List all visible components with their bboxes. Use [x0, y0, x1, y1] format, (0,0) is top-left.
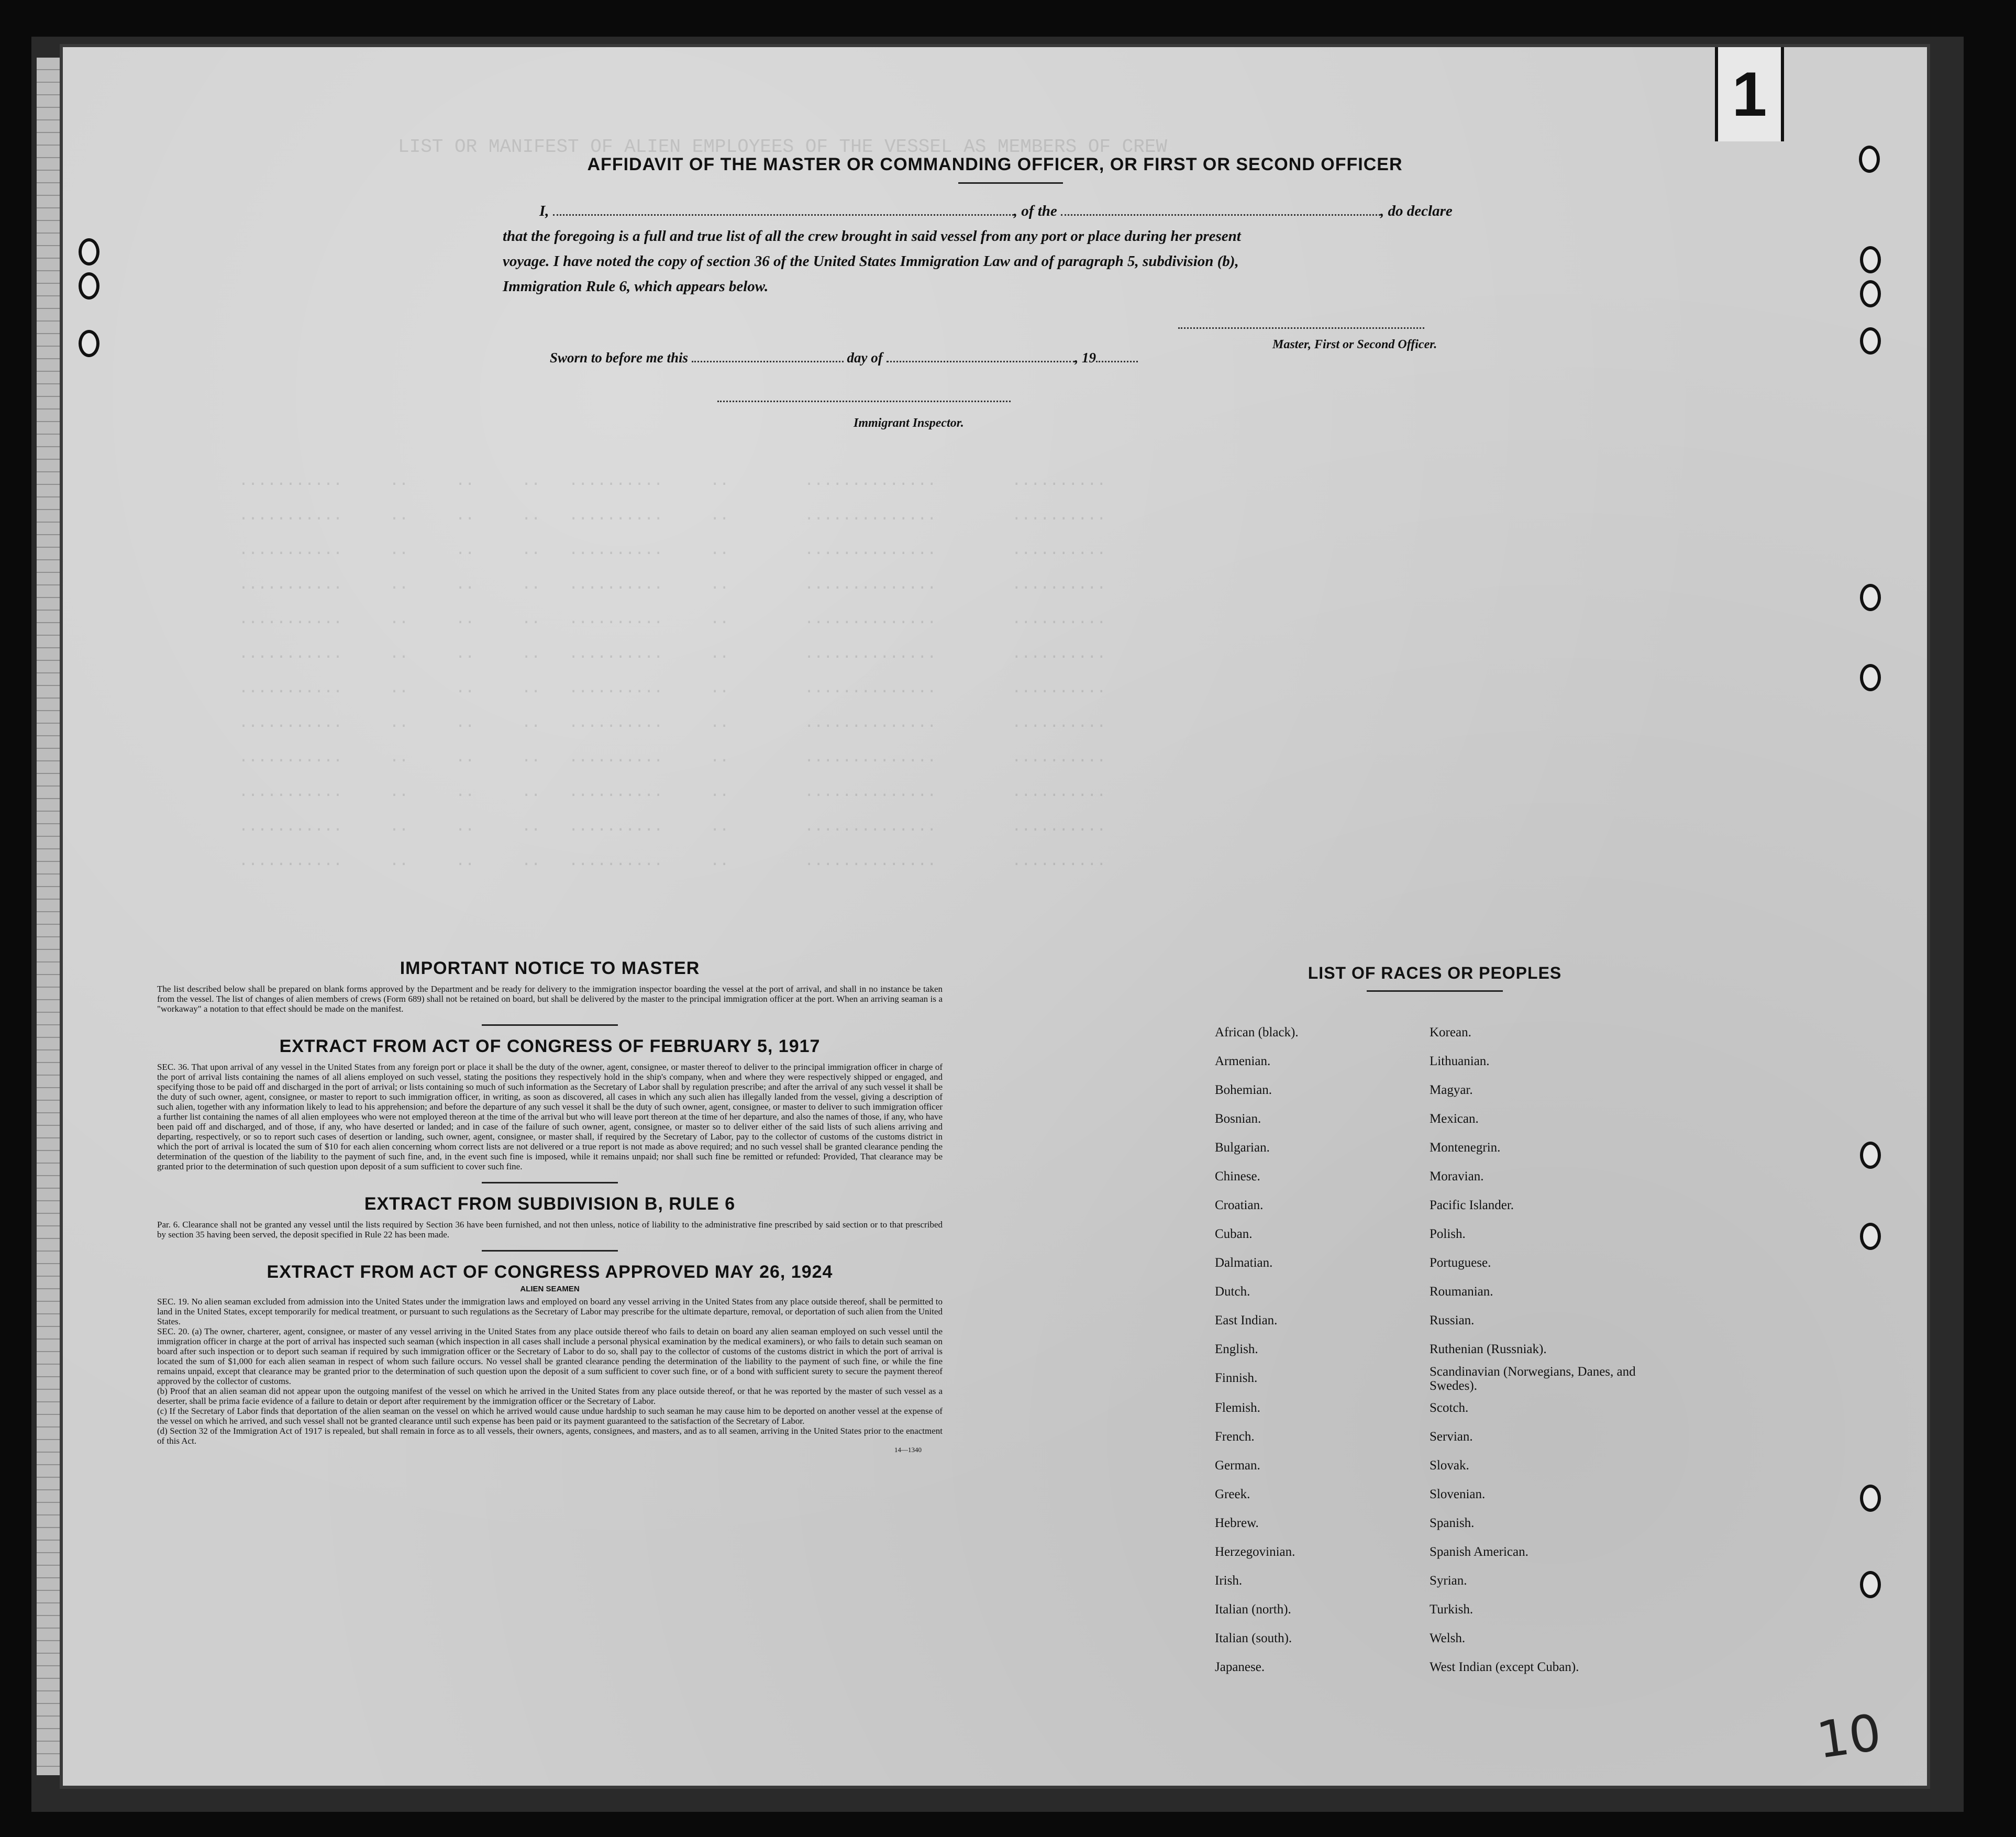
race-item: German. — [1215, 1458, 1260, 1473]
race-item: Bohemian. — [1215, 1083, 1272, 1097]
race-item: Flemish. — [1215, 1401, 1260, 1415]
race-item: Spanish American. — [1430, 1545, 1528, 1559]
sec-20d-text: (d) Section 32 of the Immigration Act of 1917 is repealed, but shall remain in force as to all vessels, their owners, agents, consignees, and masters, and as to all seamen, arriving in the United States prior to the enactment of this Act. — [157, 1426, 943, 1446]
inspector-label: Immigrant Inspector. — [854, 416, 964, 430]
sworn-day-blank — [692, 349, 844, 362]
race-item: Polish. — [1430, 1227, 1466, 1241]
race-item: Ruthenian (Russniak). — [1430, 1342, 1547, 1356]
race-item: Scandinavian (Norwegians, Danes, and Swedes). — [1430, 1365, 1636, 1393]
race-item: Korean. — [1430, 1025, 1471, 1039]
binder-hole — [1860, 280, 1881, 307]
race-item: West Indian (except Cuban). — [1430, 1660, 1579, 1674]
race-item: Italian (south). — [1215, 1631, 1292, 1645]
races-list-section — [1215, 964, 1655, 1681]
sworn-line — [550, 349, 1138, 366]
vessel-name-blank — [1061, 203, 1380, 216]
race-item: Italian (north). — [1215, 1602, 1291, 1617]
race-item: Montenegrin. — [1430, 1141, 1501, 1155]
race-item: Hebrew. — [1215, 1516, 1259, 1530]
race-item: Scotch. — [1430, 1401, 1469, 1415]
binder-hole — [79, 238, 99, 265]
binder-hole — [1860, 1485, 1881, 1512]
binder-hole — [79, 272, 99, 300]
declaration-line — [503, 198, 1519, 224]
race-item: Finnish. — [1215, 1371, 1258, 1385]
race-item: Slovak. — [1430, 1458, 1469, 1473]
race-item: Cuban. — [1215, 1227, 1253, 1241]
affidavit-section — [503, 154, 1519, 299]
divider — [482, 1024, 618, 1026]
sec-20b-text: (b) Proof that an alien seaman did not appear upon the outgoing manifest of the vessel on which he arrived in the United States from any place outside thereof, or that he was reported by the master of such vessel as a deserter, shall be prima facie evidence of a failure to detain or deport after requirement by the immigration officer or the Secretary of Labor. — [157, 1386, 943, 1406]
race-item: Herzegovinian. — [1215, 1545, 1295, 1559]
alien-seamen-subtitle: ALIEN SEAMEN — [520, 1285, 580, 1293]
race-item: Chinese. — [1215, 1169, 1260, 1183]
sec-20c-text: (c) If the Secretary of Labor finds that deportation of the alien seaman on the vessel on which he arrived would cause undue hardship to such seaman he may cause him to be deported on another vessel at the expense of the vessel on which he arrived, and such vessel shall not be granted clearance until such expense has been paid or its payment guaranteed to the satisfaction of the Secretary of Labor. — [157, 1406, 943, 1426]
master-label: Master, First or Second Officer. — [1272, 338, 1437, 351]
declaration-text-line: voyage. I have noted the copy of section 36 of the United States Immigration Law and of paragraph 5, subdivision (b), — [503, 253, 1239, 270]
divider — [958, 182, 1063, 184]
year-label: , 19 — [1075, 350, 1096, 366]
race-item: Bosnian. — [1215, 1112, 1261, 1126]
binder-hole — [1860, 1223, 1881, 1250]
notice-title: IMPORTANT NOTICE TO MASTER — [400, 958, 700, 978]
race-item: Roumanian. — [1430, 1285, 1493, 1299]
sworn-year-blank — [1096, 349, 1138, 362]
sworn-month-blank — [887, 349, 1075, 362]
race-item: Croatian. — [1215, 1198, 1264, 1212]
do-declare-label: , do declare — [1380, 203, 1453, 219]
of-the-label: , of the — [1013, 203, 1057, 219]
inspector-signature-blank — [717, 401, 1011, 402]
notice-body: The list described below shall be prepared on blank forms approved by the Department and be ready for delivery to the immigration inspector boarding the vessel at the port of arrival, and shall in no instance be taken from the vessel. The list of changes of alien members of crews (Form 689) shall not be retained on board, but shall be delivered by the master to the principal immigration officer at the port. When an arriving seaman is a "workaway" a notation to that effect should be made on the manifest. — [157, 984, 943, 1014]
race-item: Servian. — [1430, 1430, 1473, 1444]
extract-1924-title: EXTRACT FROM ACT OF CONGRESS APPROVED MAY 26, 1924 — [267, 1262, 833, 1282]
races-grid — [1215, 1018, 1655, 1681]
race-item: Dalmatian. — [1215, 1256, 1273, 1270]
bleed-through-rows: ........... .. .. .. .......... .. .............. .......... ........... .. .. .. .......... .. .............. .......... ........... .. .. .. .......... .. .............. .......... ........... .. .. .. .......... .. .............. .......... ........... .. .. .. .......... .. .............. .......... ........... .. .. .. .......... .. .............. .......... ........... .. .. .. .......... .. .............. .......... ........... .. .. .. .......... .. .............. .......... ........... .. .. .. .......... .. .............. .......... ........... .. .. .. .......... .. .............. .......... ........... .. .. .. .......... .. .............. .......... ........... .. .. .. .......... .. .............. .......... — [239, 472, 1106, 870]
declaration-text-line: Immigration Rule 6, which appears below. — [503, 278, 769, 295]
declarant-prefix: I, — [539, 203, 549, 219]
race-item: Russian. — [1430, 1313, 1475, 1327]
race-item: Bulgarian. — [1215, 1141, 1270, 1155]
race-item: Dutch. — [1215, 1285, 1250, 1299]
race-item: English. — [1215, 1342, 1258, 1356]
binder-hole — [1860, 327, 1881, 355]
form-code: 14—1340 — [894, 1446, 922, 1454]
race-item: Welsh. — [1430, 1631, 1466, 1645]
binder-hole — [79, 330, 99, 357]
extract-1917-body: SEC. 36. That upon arrival of any vessel in the United States from any foreign port or place it shall be the duty of the owner, agent, consignee, or master thereof to deliver to the principal immigration officer in charge of the port of arrival lists containing the names of all aliens employed on such vessel, stating the positions they respectively hold in the ship's company, when and where they were respectively shipped or engaged, and specifying those to be paid off and discharged in the port of arrival; or lists containing so much of such information as the Secretary of Labor shall by regulation prescribe; and after the arrival of any such vessel it shall be the duty of such owner, agent, consignee, or master to report to such immigration officer, in writing, as soon as discovered, all cases in which any such alien has illegally landed from the vessel, giving a description of such alien, together with any information likely to lead to his apprehension; and before the departure of any such vessel it shall be the duty of such owner, agent, consignee, or master to deliver to such immigration officer a further list containing the names of all alien employees who were not employed thereon at the time of the arrival but who will leave port thereon at the time of her departure, and also the names of those, if any, who have been paid off and discharged, and of those, if any, who have deserted or landed; and in case of the failure of such owner, agent, consignee, or master so to deliver either of the said lists of such aliens arriving and departing, respectively, or so to report such cases of desertion or landing, such owner, agent, consignee, or master shall, if required by the Secretary of Labor, pay to the collector of customs of the customs district in which the port of arrival is located the sum of $10 for each alien concerning whom correct lists are not delivered or a true report is not made as above required; and no such vessel shall be granted clearance pending the determination of the question of the liability to the payment of such fine, and, in the event such fine is imposed, while it remains unpaid; nor shall such fine be remitted or refunded: Provided, That clearance may be granted prior to the determination of such question upon deposit of a sum sufficient to cover such fine. — [157, 1062, 943, 1171]
sheet-number: 1 — [1715, 47, 1784, 141]
extract-rule6-title: EXTRACT FROM SUBDIVISION B, RULE 6 — [364, 1194, 736, 1214]
binder-hole — [1860, 584, 1881, 611]
race-item: Spanish. — [1430, 1516, 1475, 1530]
races-title: LIST OF RACES OR PEOPLES — [1308, 964, 1562, 982]
handwritten-corner-mark: 10 — [1813, 1703, 1885, 1770]
declarant-name-blank — [553, 203, 1014, 216]
race-item: Pacific Islander. — [1430, 1198, 1514, 1212]
race-item: Irish. — [1215, 1574, 1243, 1588]
extract-rule6-body: Par. 6. Clearance shall not be granted any vessel until the lists required by Section 36 have been furnished, and not then unless, notice of liability to the administrative fine prescribed by said section or to that prescribed by section 35 having been served, the deposit specified in Rule 22 has been made. — [157, 1220, 943, 1240]
race-item: Mexican. — [1430, 1112, 1479, 1126]
binder-hole — [1859, 146, 1880, 173]
race-item: Greek. — [1215, 1487, 1250, 1501]
race-item: Syrian. — [1430, 1574, 1467, 1588]
race-item: French. — [1215, 1430, 1255, 1444]
binder-hole — [1860, 1571, 1881, 1598]
bleed-through-header: LIST OR MANIFEST OF ALIEN EMPLOYEES OF THE VESSEL AS MEMBERS OF CREW — [398, 136, 1168, 158]
legal-notices — [157, 958, 943, 1454]
day-of-label: day of — [847, 350, 883, 366]
race-item: Slovenian. — [1430, 1487, 1486, 1501]
race-item: Lithuanian. — [1430, 1054, 1490, 1068]
race-item: Portuguese. — [1430, 1256, 1491, 1270]
declaration-text-line: that the foregoing is a full and true list of all the crew brought in said vessel from any port or place during her present — [503, 228, 1241, 245]
divider — [1367, 990, 1503, 992]
race-item: Turkish. — [1430, 1602, 1474, 1617]
sec-20a-text: SEC. 20. (a) The owner, charterer, agent, consignee, or master of any vessel arriving in the United States from any place outside thereof who fails to detain on board any alien seaman employed on such vessel until the immigration officer in charge at the port of arrival has inspected such seaman (which inspection in all cases shall include a personal physical examination by the medical examiners), or who fails to detain such seaman on board after such inspection or to deport such seaman if required by such immigration officer or the Secretary of Labor to do so, shall pay to the collector of customs of the customs district in which the port of arrival is located the sum of $1,000 for each alien seaman in respect of whom such failure occurs. No vessel shall be granted clearance pending the determination of the liability to the payment of such fine, or while the fine remains unpaid, except that clearance may be granted prior to the determination of such question upon the deposit of a sum sufficient to cover such fine, or of a bond with sufficient surety to secure the payment thereof approved by the collector of customs. — [157, 1326, 943, 1386]
divider — [482, 1182, 618, 1183]
binder-hole — [1860, 664, 1881, 691]
race-item: African (black). — [1215, 1025, 1299, 1039]
sworn-label: Sworn to before me this — [550, 350, 689, 366]
divider — [482, 1250, 618, 1252]
master-signature-blank — [1178, 327, 1424, 329]
binder-hole — [1860, 1142, 1881, 1169]
race-item: Armenian. — [1215, 1054, 1271, 1068]
binder-hole — [1860, 246, 1881, 273]
race-item: Magyar. — [1430, 1083, 1473, 1097]
affidavit-title: AFFIDAVIT OF THE MASTER OR COMMANDING OFFICER, OR FIRST OR SECOND OFFICER — [587, 154, 1403, 174]
race-item: East Indian. — [1215, 1313, 1278, 1327]
race-item: Japanese. — [1215, 1660, 1265, 1674]
extract-1917-title: EXTRACT FROM ACT OF CONGRESS OF FEBRUARY 5, 1917 — [279, 1036, 821, 1056]
sec-19-text: SEC. 19. No alien seaman excluded from admission into the United States under the immigration laws and employed on board any vessel arriving in the United States from any place outside thereof, shall be permitted to land in the United States, except temporarily for medical treatment, or pursuant to such regulations as the Secretary of Labor may prescribe for the ultimate departure, removal, or deportation of such alien from the United States. — [157, 1297, 943, 1326]
race-item: Moravian. — [1430, 1169, 1484, 1183]
